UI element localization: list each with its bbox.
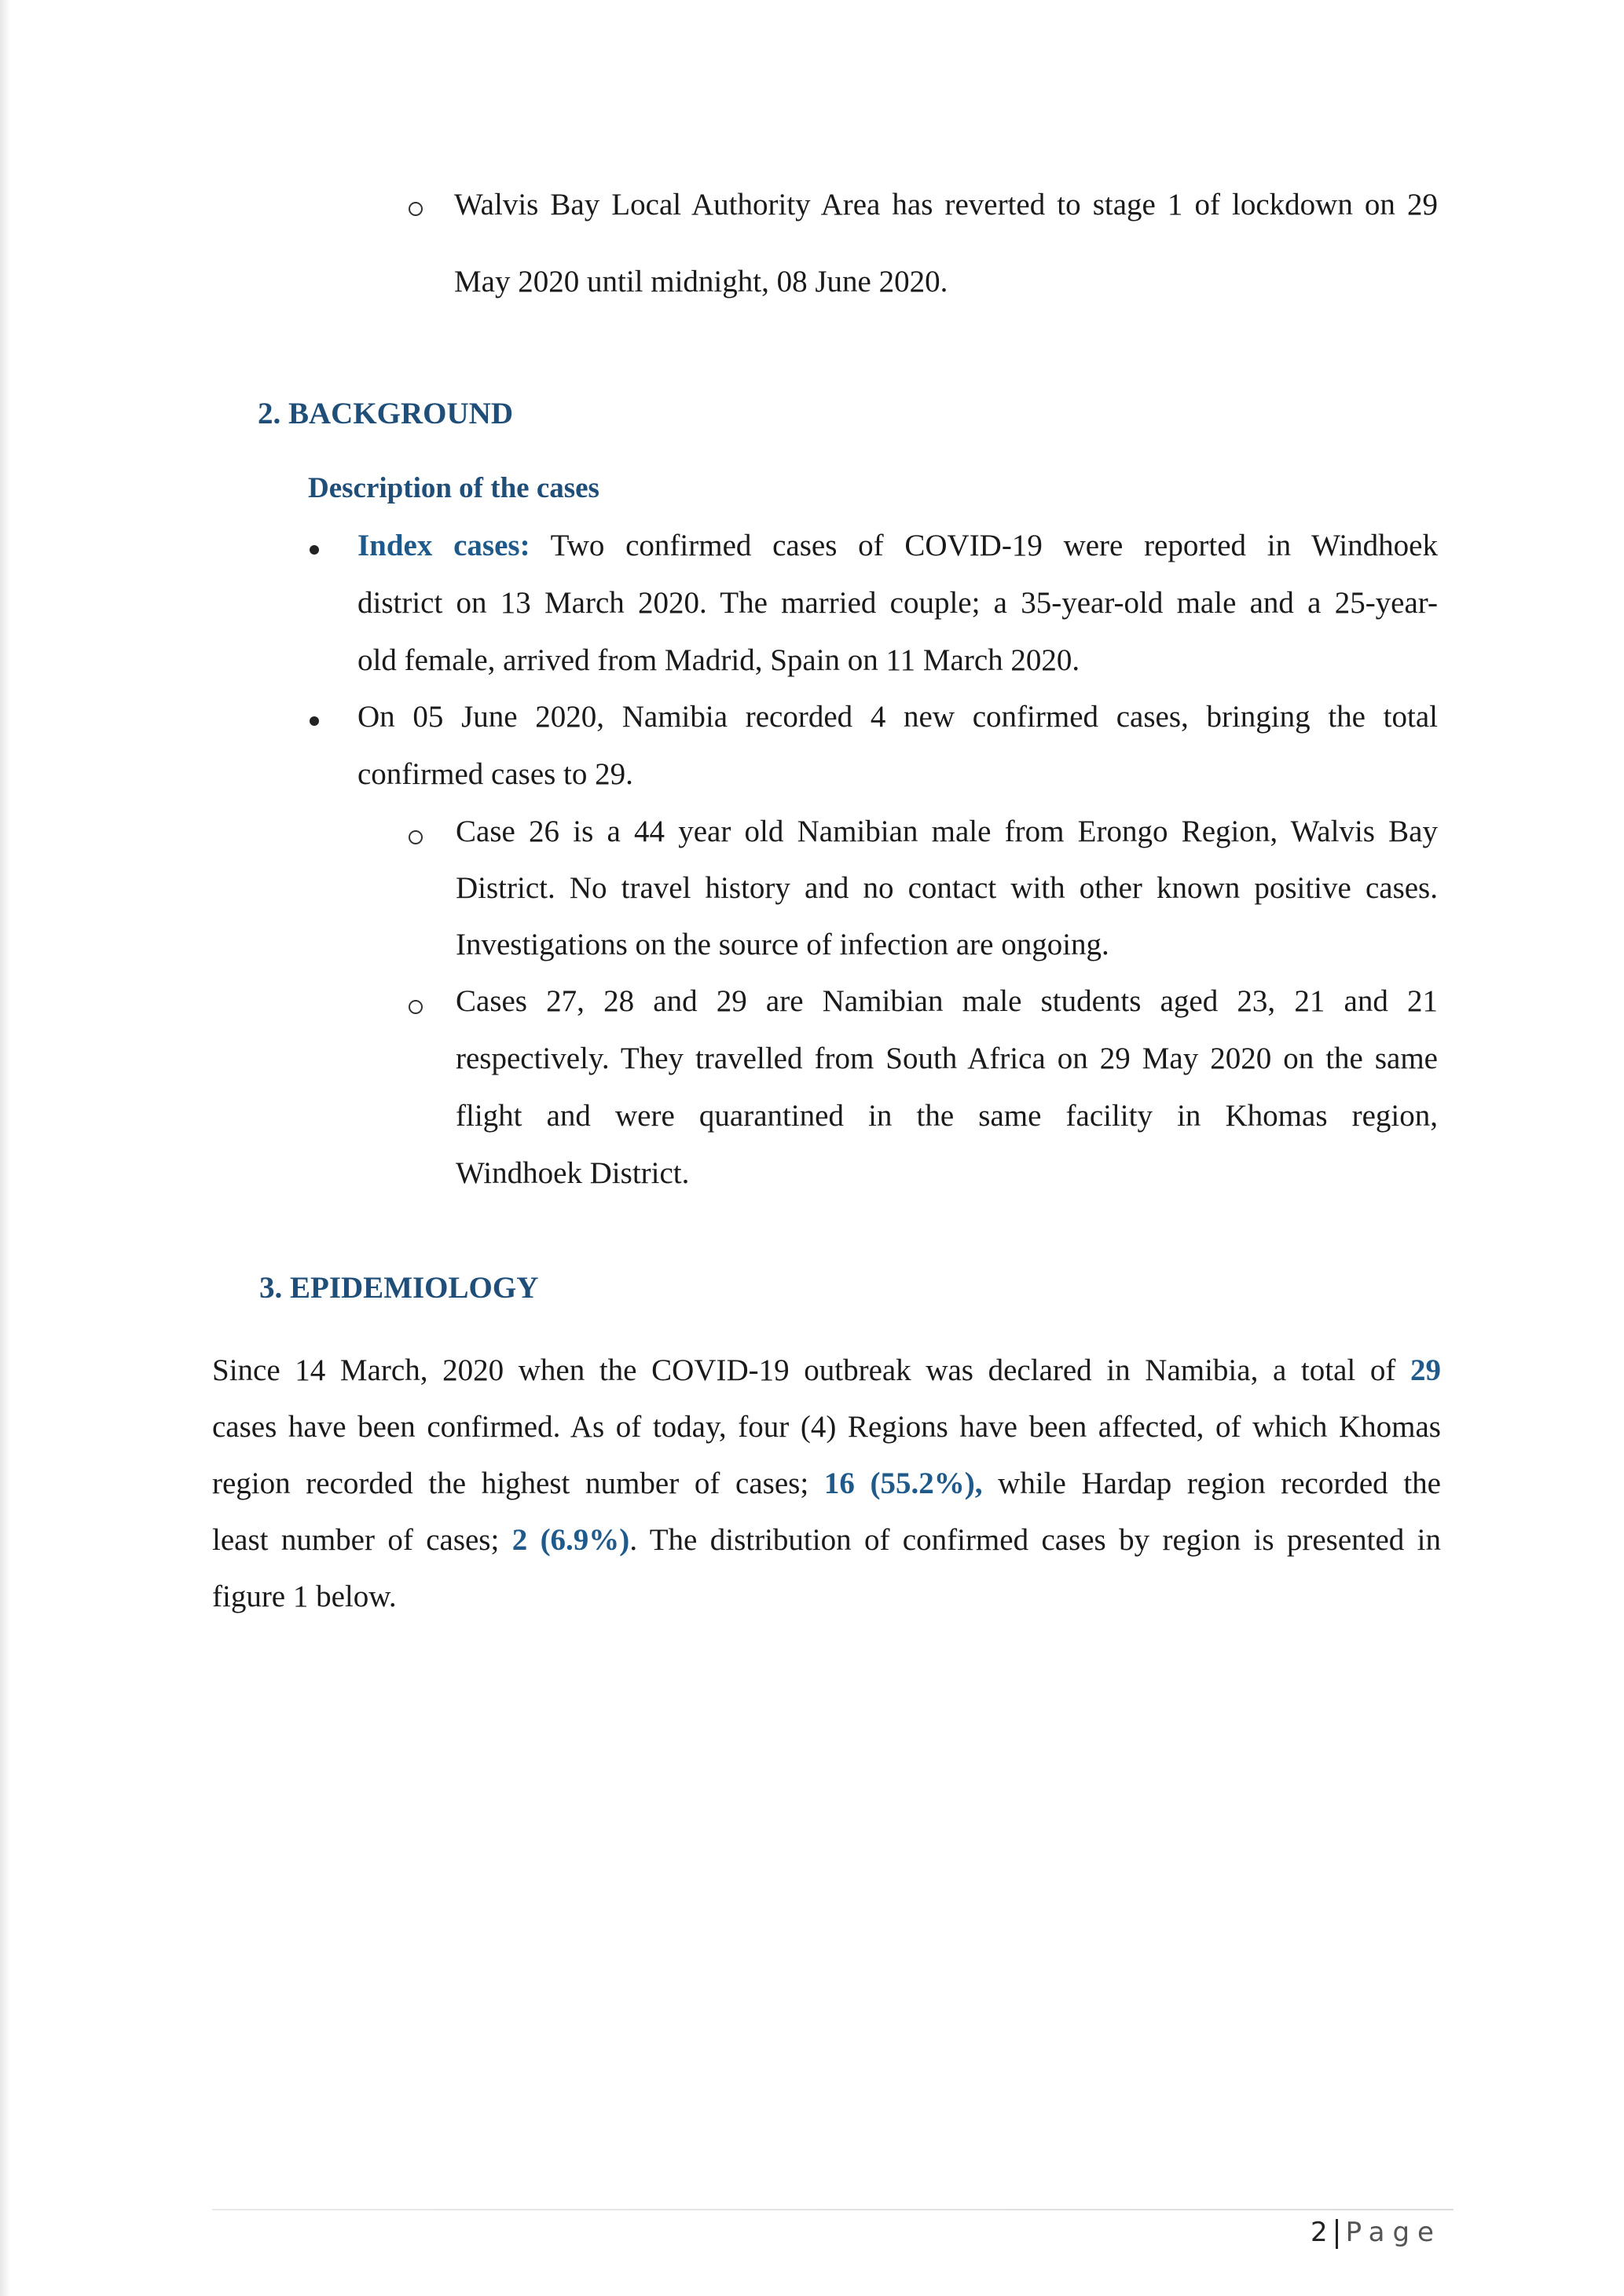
hollow-circle-bullet-icon — [409, 830, 423, 844]
total-cases-value: 29 — [1410, 1353, 1441, 1387]
page-word: Page — [1345, 2217, 1442, 2248]
page-edge-shadow — [0, 0, 11, 2296]
footer-separator — [1336, 2219, 1338, 2249]
case26-line1: Case 26 is a 44 year old Namibian male from Erongo Region, Walvis Bay — [456, 815, 1438, 848]
page-number: 2 — [1311, 2217, 1333, 2248]
cases27-29-line4: Windhoek District. — [456, 1156, 690, 1190]
new-cases-line2: confirmed cases to 29. — [357, 757, 633, 791]
bullet-icon — [310, 545, 319, 555]
bullet-icon — [310, 716, 319, 726]
index-cases-line3: old female, arrived from Madrid, Spain on 11 March 2020. — [357, 643, 1080, 677]
index-cases-label: Index cases: — [357, 529, 530, 562]
epi-paragraph-line1: Since 14 March, 2020 when the COVID-19 outbreak was declared in Namibia, a total of 29 — [212, 1353, 1441, 1387]
case26-line2: District. No travel history and no contact with other known positive cases. — [456, 871, 1438, 905]
epi-paragraph-line3: region recorded the highest number of cases; 16 (55.2%), while Hardap region recorded the — [212, 1467, 1441, 1500]
page-number-footer — [1311, 2217, 1442, 2249]
cases27-29-line2: respectively. They travelled from South Africa on 29 May 2020 on the same — [456, 1042, 1438, 1075]
epi-paragraph-line5: figure 1 below. — [212, 1580, 397, 1613]
cases27-29-line1: Cases 27, 28 and 29 are Namibian male students aged 23, 21 and 21 — [456, 984, 1438, 1018]
section-heading-background: 2. BACKGROUND — [258, 397, 514, 430]
new-cases-line1: On 05 June 2020, Namibia recorded 4 new confirmed cases, bringing the total — [357, 700, 1438, 734]
case26-line3: Investigations on the source of infection are ongoing. — [456, 928, 1109, 961]
subheading-description-of-cases: Description of the cases — [308, 472, 599, 504]
hollow-circle-bullet-icon — [409, 1000, 423, 1014]
intro-subbullet-line2: May 2020 until midnight, 08 June 2020. — [454, 265, 948, 298]
index-cases-line2: district on 13 March 2020. The married couple; a 35-year-old male and a 25-year- — [357, 586, 1438, 620]
intro-subbullet-line1: Walvis Bay Local Authority Area has reverted to stage 1 of lockdown on 29 — [454, 188, 1438, 222]
hollow-circle-bullet-icon — [409, 202, 423, 216]
epi-paragraph-line4: least number of cases; 2 (6.9%). The distribution of confirmed cases by region is presented in — [212, 1523, 1441, 1557]
khomas-cases-value: 16 (55.2%), — [823, 1467, 983, 1500]
epi-paragraph-line2: cases have been confirmed. As of today, four (4) Regions have been affected, of which Khomas — [212, 1410, 1441, 1444]
index-cases-line1: Index cases: Two confirmed cases of COVID-19 were reported in Windhoek — [357, 529, 1438, 562]
footer-divider — [212, 2209, 1454, 2210]
section-heading-epidemiology: 3. EPIDEMIOLOGY — [259, 1271, 539, 1305]
cases27-29-line3: flight and were quarantined in the same facility in Khomas region, — [456, 1099, 1438, 1133]
hardap-cases-value: 2 (6.9%) — [511, 1523, 630, 1557]
